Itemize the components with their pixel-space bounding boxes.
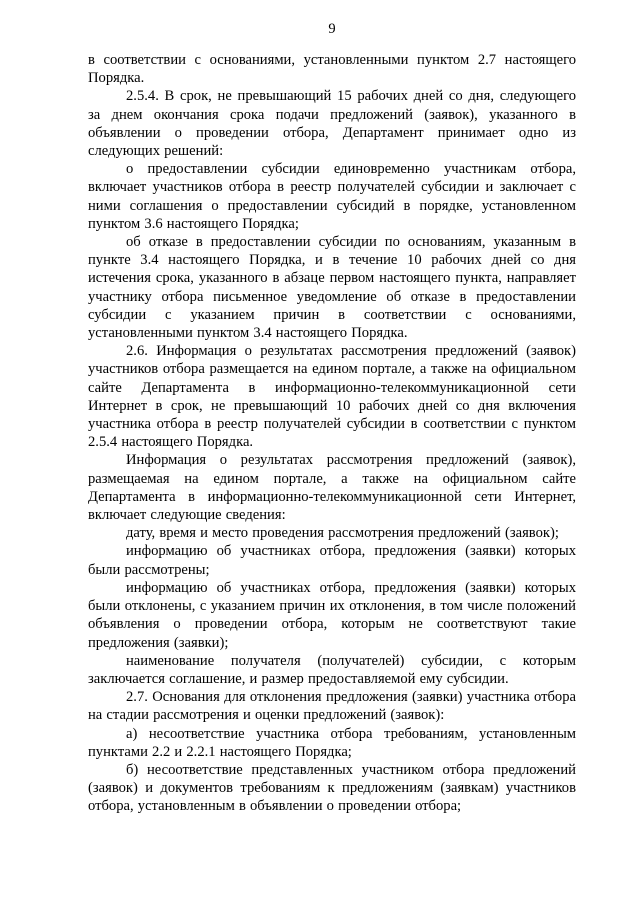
paragraph: информацию об участниках отбора, предложения (заявки) которых были рассмотрены; (88, 543, 576, 578)
paragraph: а) несоответствие участника отбора требованиям, установленным пунктами 2.2 и 2.2.1 настоящего Порядка; (88, 725, 576, 760)
paragraph: Информация о результатах рассмотрения предложений (заявок), размещаемая на едином портале, а также на официальном сайте Департамента в информационно-телекоммуникационной сети Интернет, включает следующие сведения: (88, 452, 576, 524)
paragraph: 2.6. Информация о результатах рассмотрения предложений (заявок) участников отбора размещается на едином портале, а также на официальном сайте Департамента в информационно-телекоммуникационной сети Интернет в срок, не превышающий 10 рабочих дней со дня включения участника отбора в реестр получателей субсидии в соответствии с пунктом 2.5.4 настоящего Порядка. (88, 343, 576, 451)
page-number: 9 (328, 21, 336, 37)
paragraph: об отказе в предоставлении субсидии по основаниям, указанным в пункте 3.4 настоящего Порядка, и в течение 10 рабочих дней со дня истечения срока, указанного в абзаце первом настоящего пункта, направляет участнику отбора письменное уведомление об отказе в предоставлении субсидии с указанием причин в соответствии с основаниями, установленными пунктом 3.4 настоящего Порядка. (88, 234, 576, 342)
paragraph: о предоставлении субсидии единовременно участникам отбора, включает участников отбора в реестр получателей субсидии и заключает с ними соглашения о предоставлении субсидий в порядке, установленном пунктом 3.6 настоящего Порядка; (88, 161, 576, 232)
paragraph: 2.7. Основания для отклонения предложения (заявки) участника отбора на стадии рассмотрения и оценки предложений (заявок): (88, 689, 576, 724)
paragraph: наименование получателя (получателей) субсидии, с которым заключается соглашение, и размер предоставляемой ему субсидии. (88, 652, 576, 687)
paragraph: б) несоответствие представленных участником отбора предложений (заявок) и документов требованиям к предложениям (заявкам) участников отбора, установленным в объявлении о проведении отбора; (88, 761, 576, 815)
paragraph: 2.5.4. В срок, не превышающий 15 рабочих дней со дня, следующего за днем окончания срока подачи предложений (заявок), указанного в объявлении о проведении отбора, Департамент принимает одно из следующих решений: (88, 88, 576, 160)
paragraph: дату, время и место проведения рассмотрения предложений (заявок); (126, 525, 559, 542)
paragraph: в соответствии с основаниями, установленными пунктом 2.7 настоящего Порядка. (88, 52, 576, 87)
document-body (88, 51, 576, 816)
paragraph: информацию об участниках отбора, предложения (заявки) которых были отклонены, с указанием причин их отклонения, в том числе положений объявления о проведении отбора, которым не соответствуют такие предложения (заявки); (88, 579, 576, 651)
